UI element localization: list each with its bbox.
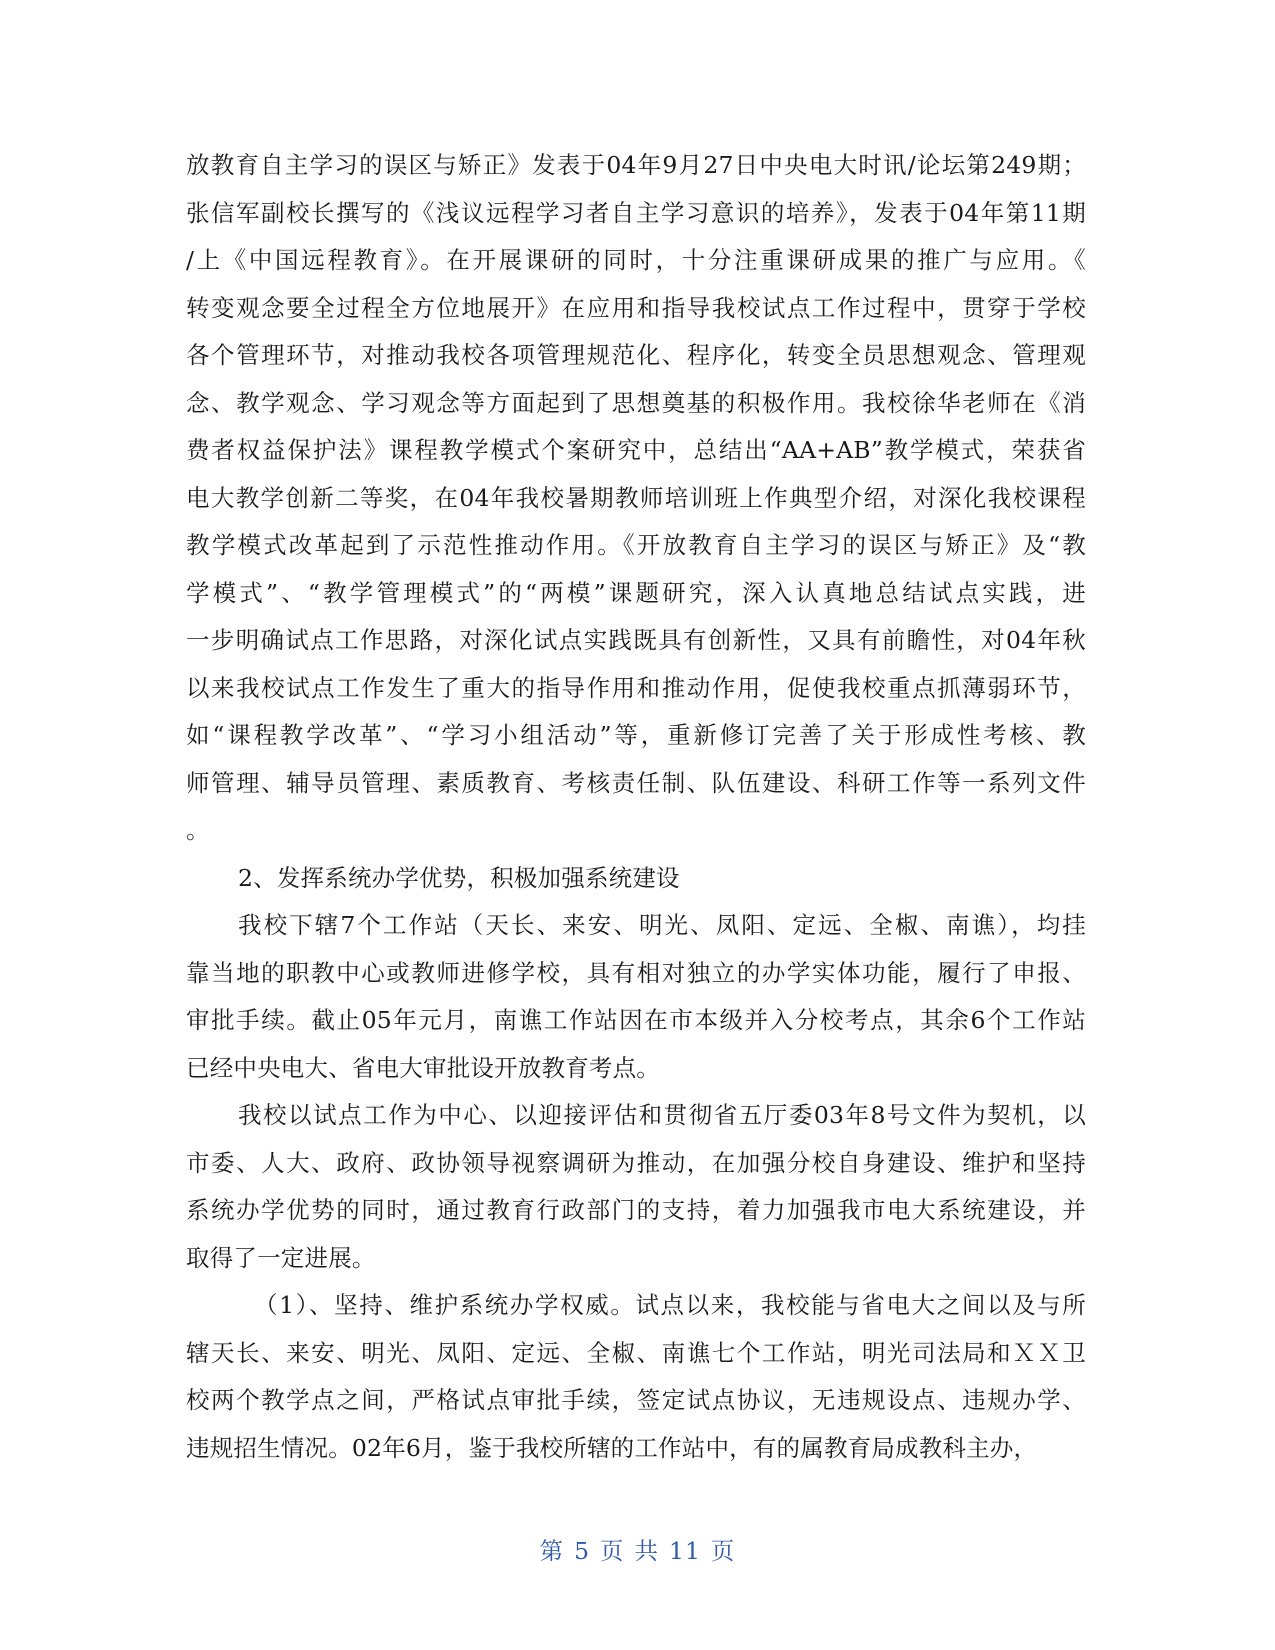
text-line: 转变观念要全过程全方位地展开》在应用和指导我校试点工作过程中，贯穿于学校 (186, 293, 1086, 322)
footer-total-pages: 11 (669, 1537, 701, 1565)
text-line: 如“课程教学改革”、“学习小组活动”等，重新修订完善了关于形成性考核、教 (186, 721, 1086, 749)
text-line: 靠当地的职教中心或教师进修学校，具有相对独立的办学实体功能，履行了申报、 (186, 958, 1086, 987)
document-body (186, 142, 1086, 1472)
text-line: 师管理、辅导员管理、素质教育、考核责任制、队伍建设、科研工作等一系列文件 (186, 768, 1086, 797)
text-line: 以来我校试点工作发生了重大的指导作用和推动作用，促使我校重点抓薄弱环节， (186, 673, 1086, 702)
text-line: 放教育自主学习的误区与矫正》发表于04年9月27日中央电大时讯/论坛第249期； (186, 151, 1086, 179)
text-line: 教学模式改革起到了示范性推动作用。《开放教育自主学习的误区与矫正》及“教 (186, 531, 1086, 559)
text-line: 学模式”、“教学管理模式”的“两模”课题研究，深入认真地总结试点实践，进 (186, 578, 1086, 607)
text-line: 费者权益保护法》课程教学模式个案研究中，总结出“AA+AB”教学模式，荣获省 (186, 436, 1086, 464)
text-line: 张信军副校长撰写的《浅议远程学习者自主学习意识的培养》，发表于04年第11期 (186, 198, 1086, 227)
paragraph-p3 (186, 902, 1086, 1092)
paragraph-p4 (186, 1092, 1086, 1282)
footer-prefix: 第 (539, 1537, 565, 1565)
text-line: 念、教学观念、学习观念等方面起到了思想奠基的积极作用。我校徐华老师在《消 (186, 388, 1086, 417)
text-line: 辖天长、来安、明光、凤阳、定远、全椒、南谯七个工作站，明光司法局和ＸＸ卫 (186, 1338, 1086, 1367)
text-line: 校两个教学点之间，严格试点审批手续，签定试点协议，无违规设点、违规办学、 (186, 1386, 1086, 1414)
text-line: 系统办学优势的同时，通过教育行政部门的支持，着力加强我市电大系统建设，并 (186, 1196, 1086, 1224)
text-line: 我校以试点工作为中心、以迎接评估和贯彻省五厅委03年8号文件为契机，以 (238, 1101, 1086, 1129)
text-line: 已经中央电大、省电大审批设开放教育考点。 (186, 1053, 660, 1082)
text-line: （1）、坚持、维护系统办学权威。试点以来，我校能与省电大之间以及与所 (254, 1291, 1086, 1319)
text-line: 一步明确试点工作思路，对深化试点实践既具有创新性，又具有前瞻性，对04年秋 (186, 626, 1086, 654)
paragraph-p1 (186, 142, 1086, 855)
paragraph-p2 (186, 855, 1086, 903)
footer-suffix: 页 (710, 1537, 736, 1565)
text-line: 各个管理环节，对推动我校各项管理规范化、程序化，转变全员思想观念、管理观 (186, 341, 1086, 369)
text-line: 。 (186, 816, 210, 844)
footer-page-word: 页 (600, 1537, 625, 1565)
footer-current-page: 5 (574, 1537, 591, 1565)
text-line: 取得了一定进展。 (186, 1243, 376, 1272)
text-line: 电大教学创新二等奖，在04年我校暑期教师培训班上作典型介绍，对深化我校课程 (186, 483, 1086, 512)
text-line: /上《中国远程教育》。在开展课研的同时，十分注重课研成果的推广与应用。《 (186, 246, 1086, 274)
text-line: 2、发挥系统办学优势，积极加强系统建设 (238, 863, 680, 892)
paragraph-p5 (186, 1282, 1086, 1472)
text-line: 审批手续。截止05年元月，南谯工作站因在市本级并入分校考点，其余6个工作站 (186, 1006, 1086, 1034)
page-footer (0, 1532, 1275, 1566)
footer-total-word: 共 (634, 1537, 660, 1565)
text-line: 市委、人大、政府、政协领导视察调研为推动，在加强分校自身建设、维护和坚持 (186, 1148, 1086, 1177)
text-line: 我校下辖7个工作站（天长、来安、明光、凤阳、定远、全椒、南谯），均挂 (238, 911, 1086, 939)
text-line: 违规招生情况。02年6月，鉴于我校所辖的工作站中，有的属教育局成教科主办， (186, 1433, 1038, 1462)
